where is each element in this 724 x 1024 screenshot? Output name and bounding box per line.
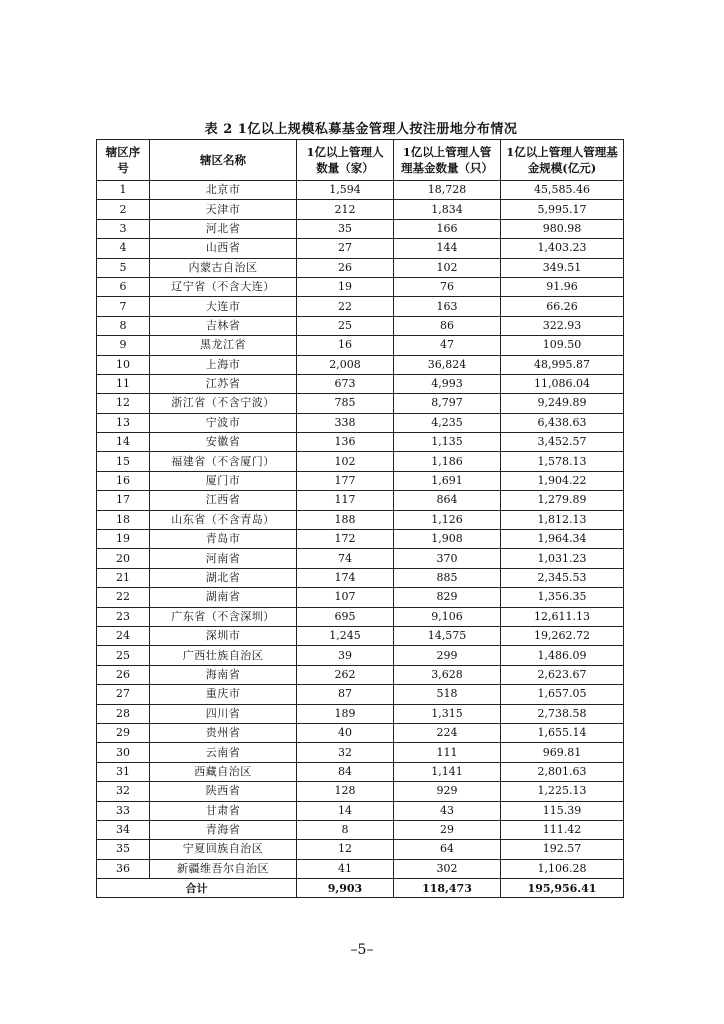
page-number: –5– xyxy=(350,942,374,958)
cell-managers: 84 xyxy=(297,762,394,781)
cell-managers: 785 xyxy=(297,394,394,413)
cell-managers: 262 xyxy=(297,665,394,684)
cell-scale: 1,106.28 xyxy=(501,859,624,878)
cell-scale: 2,345.53 xyxy=(501,568,624,587)
cell-scale: 2,623.67 xyxy=(501,665,624,684)
cell-managers: 136 xyxy=(297,433,394,452)
cell-name: 重庆市 xyxy=(150,685,297,704)
cell-scale: 9,249.89 xyxy=(501,394,624,413)
table-row xyxy=(97,646,624,665)
table-row xyxy=(97,297,624,316)
cell-managers: 188 xyxy=(297,510,394,529)
cell-funds: 370 xyxy=(394,549,501,568)
cell-no: 19 xyxy=(97,530,150,549)
table-row xyxy=(97,626,624,645)
cell-scale: 1,225.13 xyxy=(501,782,624,801)
cell-no: 2 xyxy=(97,200,150,219)
cell-no: 26 xyxy=(97,665,150,684)
cell-managers: 16 xyxy=(297,336,394,355)
cell-funds: 224 xyxy=(394,723,501,742)
table-row xyxy=(97,743,624,762)
cell-no: 8 xyxy=(97,316,150,335)
cell-no: 5 xyxy=(97,258,150,277)
cell-scale: 349.51 xyxy=(501,258,624,277)
cell-managers: 87 xyxy=(297,685,394,704)
cell-funds: 929 xyxy=(394,782,501,801)
cell-managers: 39 xyxy=(297,646,394,665)
table-row xyxy=(97,316,624,335)
cell-funds: 47 xyxy=(394,336,501,355)
cell-name: 青岛市 xyxy=(150,530,297,549)
table-row xyxy=(97,471,624,490)
cell-name: 西藏自治区 xyxy=(150,762,297,781)
table-body xyxy=(97,181,624,879)
cell-managers: 174 xyxy=(297,568,394,587)
header-managers: 1亿以上管理人数量（家） xyxy=(297,140,394,181)
table-row xyxy=(97,782,624,801)
total-managers: 9,903 xyxy=(297,879,394,898)
cell-funds: 302 xyxy=(394,859,501,878)
cell-scale: 969.81 xyxy=(501,743,624,762)
cell-managers: 128 xyxy=(297,782,394,801)
table-row xyxy=(97,452,624,471)
cell-name: 海南省 xyxy=(150,665,297,684)
cell-no: 22 xyxy=(97,588,150,607)
cell-funds: 102 xyxy=(394,258,501,277)
cell-funds: 1,135 xyxy=(394,433,501,452)
cell-managers: 40 xyxy=(297,723,394,742)
cell-scale: 66.26 xyxy=(501,297,624,316)
cell-managers: 117 xyxy=(297,491,394,510)
cell-name: 陕西省 xyxy=(150,782,297,801)
cell-name: 内蒙古自治区 xyxy=(150,258,297,277)
cell-name: 山东省（不含青岛） xyxy=(150,510,297,529)
table-row xyxy=(97,801,624,820)
table-row xyxy=(97,239,624,258)
table-header-row xyxy=(97,140,624,181)
table-row xyxy=(97,762,624,781)
cell-scale: 1,904.22 xyxy=(501,471,624,490)
cell-scale: 6,438.63 xyxy=(501,413,624,432)
cell-scale: 1,356.35 xyxy=(501,588,624,607)
table-row xyxy=(97,491,624,510)
header-no: 辖区序号 xyxy=(97,140,150,181)
cell-scale: 115.39 xyxy=(501,801,624,820)
cell-managers: 695 xyxy=(297,607,394,626)
cell-managers: 107 xyxy=(297,588,394,607)
cell-name: 山西省 xyxy=(150,239,297,258)
cell-managers: 32 xyxy=(297,743,394,762)
cell-managers: 8 xyxy=(297,820,394,839)
cell-name: 吉林省 xyxy=(150,316,297,335)
table-row xyxy=(97,685,624,704)
cell-scale: 1,578.13 xyxy=(501,452,624,471)
cell-no: 36 xyxy=(97,859,150,878)
cell-no: 11 xyxy=(97,374,150,393)
cell-no: 31 xyxy=(97,762,150,781)
cell-name: 湖南省 xyxy=(150,588,297,607)
cell-funds: 144 xyxy=(394,239,501,258)
cell-no: 17 xyxy=(97,491,150,510)
cell-name: 北京市 xyxy=(150,181,297,200)
table-row xyxy=(97,277,624,296)
cell-funds: 14,575 xyxy=(394,626,501,645)
cell-scale: 2,738.58 xyxy=(501,704,624,723)
cell-funds: 885 xyxy=(394,568,501,587)
cell-managers: 189 xyxy=(297,704,394,723)
cell-no: 14 xyxy=(97,433,150,452)
cell-funds: 76 xyxy=(394,277,501,296)
cell-funds: 43 xyxy=(394,801,501,820)
total-row xyxy=(97,879,624,898)
cell-funds: 1,834 xyxy=(394,200,501,219)
cell-name: 贵州省 xyxy=(150,723,297,742)
table-row xyxy=(97,607,624,626)
cell-scale: 91.96 xyxy=(501,277,624,296)
cell-scale: 1,031.23 xyxy=(501,549,624,568)
cell-managers: 41 xyxy=(297,859,394,878)
table-row xyxy=(97,568,624,587)
cell-funds: 36,824 xyxy=(394,355,501,374)
cell-funds: 299 xyxy=(394,646,501,665)
cell-no: 23 xyxy=(97,607,150,626)
cell-name: 深圳市 xyxy=(150,626,297,645)
cell-name: 河北省 xyxy=(150,219,297,238)
cell-name: 广东省（不含深圳） xyxy=(150,607,297,626)
cell-managers: 12 xyxy=(297,840,394,859)
table-row xyxy=(97,355,624,374)
cell-managers: 26 xyxy=(297,258,394,277)
cell-name: 上海市 xyxy=(150,355,297,374)
cell-funds: 1,908 xyxy=(394,530,501,549)
cell-scale: 980.98 xyxy=(501,219,624,238)
cell-scale: 3,452.57 xyxy=(501,433,624,452)
table-row xyxy=(97,181,624,200)
cell-funds: 86 xyxy=(394,316,501,335)
cell-name: 辽宁省（不含大连） xyxy=(150,277,297,296)
cell-funds: 1,691 xyxy=(394,471,501,490)
table-row xyxy=(97,374,624,393)
cell-name: 福建省（不含厦门） xyxy=(150,452,297,471)
table-row xyxy=(97,336,624,355)
cell-no: 28 xyxy=(97,704,150,723)
table-title: 表 2 1亿以上规模私募基金管理人按注册地分布情况 xyxy=(204,122,518,137)
cell-no: 25 xyxy=(97,646,150,665)
cell-no: 3 xyxy=(97,219,150,238)
cell-name: 宁波市 xyxy=(150,413,297,432)
total-funds: 118,473 xyxy=(394,879,501,898)
cell-managers: 102 xyxy=(297,452,394,471)
table-row xyxy=(97,510,624,529)
cell-managers: 35 xyxy=(297,219,394,238)
cell-no: 21 xyxy=(97,568,150,587)
registration-distribution-table xyxy=(96,139,624,898)
table-row xyxy=(97,723,624,742)
cell-funds: 3,628 xyxy=(394,665,501,684)
cell-managers: 177 xyxy=(297,471,394,490)
cell-name: 江苏省 xyxy=(150,374,297,393)
cell-no: 30 xyxy=(97,743,150,762)
cell-managers: 172 xyxy=(297,530,394,549)
header-funds: 1亿以上管理人管理基金数量（只） xyxy=(394,140,501,181)
table-row xyxy=(97,704,624,723)
cell-funds: 829 xyxy=(394,588,501,607)
cell-name: 湖北省 xyxy=(150,568,297,587)
cell-funds: 29 xyxy=(394,820,501,839)
cell-name: 云南省 xyxy=(150,743,297,762)
cell-no: 35 xyxy=(97,840,150,859)
cell-funds: 4,235 xyxy=(394,413,501,432)
cell-funds: 163 xyxy=(394,297,501,316)
cell-scale: 111.42 xyxy=(501,820,624,839)
cell-scale: 1,964.34 xyxy=(501,530,624,549)
total-label: 合计 xyxy=(97,879,297,898)
table-row xyxy=(97,219,624,238)
cell-no: 1 xyxy=(97,181,150,200)
cell-funds: 166 xyxy=(394,219,501,238)
cell-no: 18 xyxy=(97,510,150,529)
cell-managers: 25 xyxy=(297,316,394,335)
cell-scale: 1,486.09 xyxy=(501,646,624,665)
cell-funds: 864 xyxy=(394,491,501,510)
cell-name: 浙江省（不含宁波） xyxy=(150,394,297,413)
cell-scale: 19,262.72 xyxy=(501,626,624,645)
cell-managers: 212 xyxy=(297,200,394,219)
table-row xyxy=(97,549,624,568)
header-name: 辖区名称 xyxy=(150,140,297,181)
cell-no: 27 xyxy=(97,685,150,704)
cell-scale: 12,611.13 xyxy=(501,607,624,626)
cell-no: 20 xyxy=(97,549,150,568)
table-row xyxy=(97,820,624,839)
cell-name: 新疆维吾尔自治区 xyxy=(150,859,297,878)
table-row xyxy=(97,530,624,549)
cell-name: 天津市 xyxy=(150,200,297,219)
cell-funds: 1,186 xyxy=(394,452,501,471)
cell-name: 黑龙江省 xyxy=(150,336,297,355)
cell-no: 32 xyxy=(97,782,150,801)
cell-funds: 18,728 xyxy=(394,181,501,200)
cell-scale: 1,812.13 xyxy=(501,510,624,529)
table-row xyxy=(97,859,624,878)
table-row xyxy=(97,413,624,432)
table-row xyxy=(97,394,624,413)
cell-managers: 338 xyxy=(297,413,394,432)
cell-funds: 1,126 xyxy=(394,510,501,529)
cell-scale: 1,657.05 xyxy=(501,685,624,704)
cell-scale: 192.57 xyxy=(501,840,624,859)
table-row xyxy=(97,665,624,684)
cell-funds: 111 xyxy=(394,743,501,762)
cell-managers: 19 xyxy=(297,277,394,296)
cell-funds: 9,106 xyxy=(394,607,501,626)
cell-funds: 64 xyxy=(394,840,501,859)
cell-scale: 1,655.14 xyxy=(501,723,624,742)
cell-name: 宁夏回族自治区 xyxy=(150,840,297,859)
cell-funds: 8,797 xyxy=(394,394,501,413)
cell-no: 7 xyxy=(97,297,150,316)
cell-managers: 14 xyxy=(297,801,394,820)
cell-managers: 22 xyxy=(297,297,394,316)
total-scale: 195,956.41 xyxy=(501,879,624,898)
cell-name: 青海省 xyxy=(150,820,297,839)
cell-managers: 27 xyxy=(297,239,394,258)
cell-no: 12 xyxy=(97,394,150,413)
cell-no: 6 xyxy=(97,277,150,296)
cell-no: 10 xyxy=(97,355,150,374)
cell-scale: 322.93 xyxy=(501,316,624,335)
cell-scale: 2,801.63 xyxy=(501,762,624,781)
cell-scale: 1,403.23 xyxy=(501,239,624,258)
cell-managers: 673 xyxy=(297,374,394,393)
cell-scale: 5,995.17 xyxy=(501,200,624,219)
cell-scale: 109.50 xyxy=(501,336,624,355)
cell-no: 29 xyxy=(97,723,150,742)
table-row xyxy=(97,200,624,219)
cell-managers: 1,245 xyxy=(297,626,394,645)
cell-managers: 74 xyxy=(297,549,394,568)
cell-funds: 1,315 xyxy=(394,704,501,723)
cell-managers: 1,594 xyxy=(297,181,394,200)
cell-name: 甘肃省 xyxy=(150,801,297,820)
table-row xyxy=(97,258,624,277)
cell-no: 34 xyxy=(97,820,150,839)
cell-name: 厦门市 xyxy=(150,471,297,490)
header-scale: 1亿以上管理人管理基金规模(亿元) xyxy=(501,140,624,181)
cell-name: 广西壮族自治区 xyxy=(150,646,297,665)
cell-no: 33 xyxy=(97,801,150,820)
cell-no: 24 xyxy=(97,626,150,645)
cell-scale: 11,086.04 xyxy=(501,374,624,393)
cell-scale: 1,279.89 xyxy=(501,491,624,510)
cell-no: 16 xyxy=(97,471,150,490)
cell-no: 13 xyxy=(97,413,150,432)
cell-managers: 2,008 xyxy=(297,355,394,374)
cell-name: 四川省 xyxy=(150,704,297,723)
cell-scale: 45,585.46 xyxy=(501,181,624,200)
table-row xyxy=(97,433,624,452)
table-row xyxy=(97,840,624,859)
cell-name: 河南省 xyxy=(150,549,297,568)
cell-name: 安徽省 xyxy=(150,433,297,452)
cell-no: 9 xyxy=(97,336,150,355)
cell-name: 江西省 xyxy=(150,491,297,510)
cell-funds: 518 xyxy=(394,685,501,704)
cell-scale: 48,995.87 xyxy=(501,355,624,374)
cell-funds: 1,141 xyxy=(394,762,501,781)
table-row xyxy=(97,588,624,607)
cell-no: 15 xyxy=(97,452,150,471)
cell-funds: 4,993 xyxy=(394,374,501,393)
cell-name: 大连市 xyxy=(150,297,297,316)
cell-no: 4 xyxy=(97,239,150,258)
